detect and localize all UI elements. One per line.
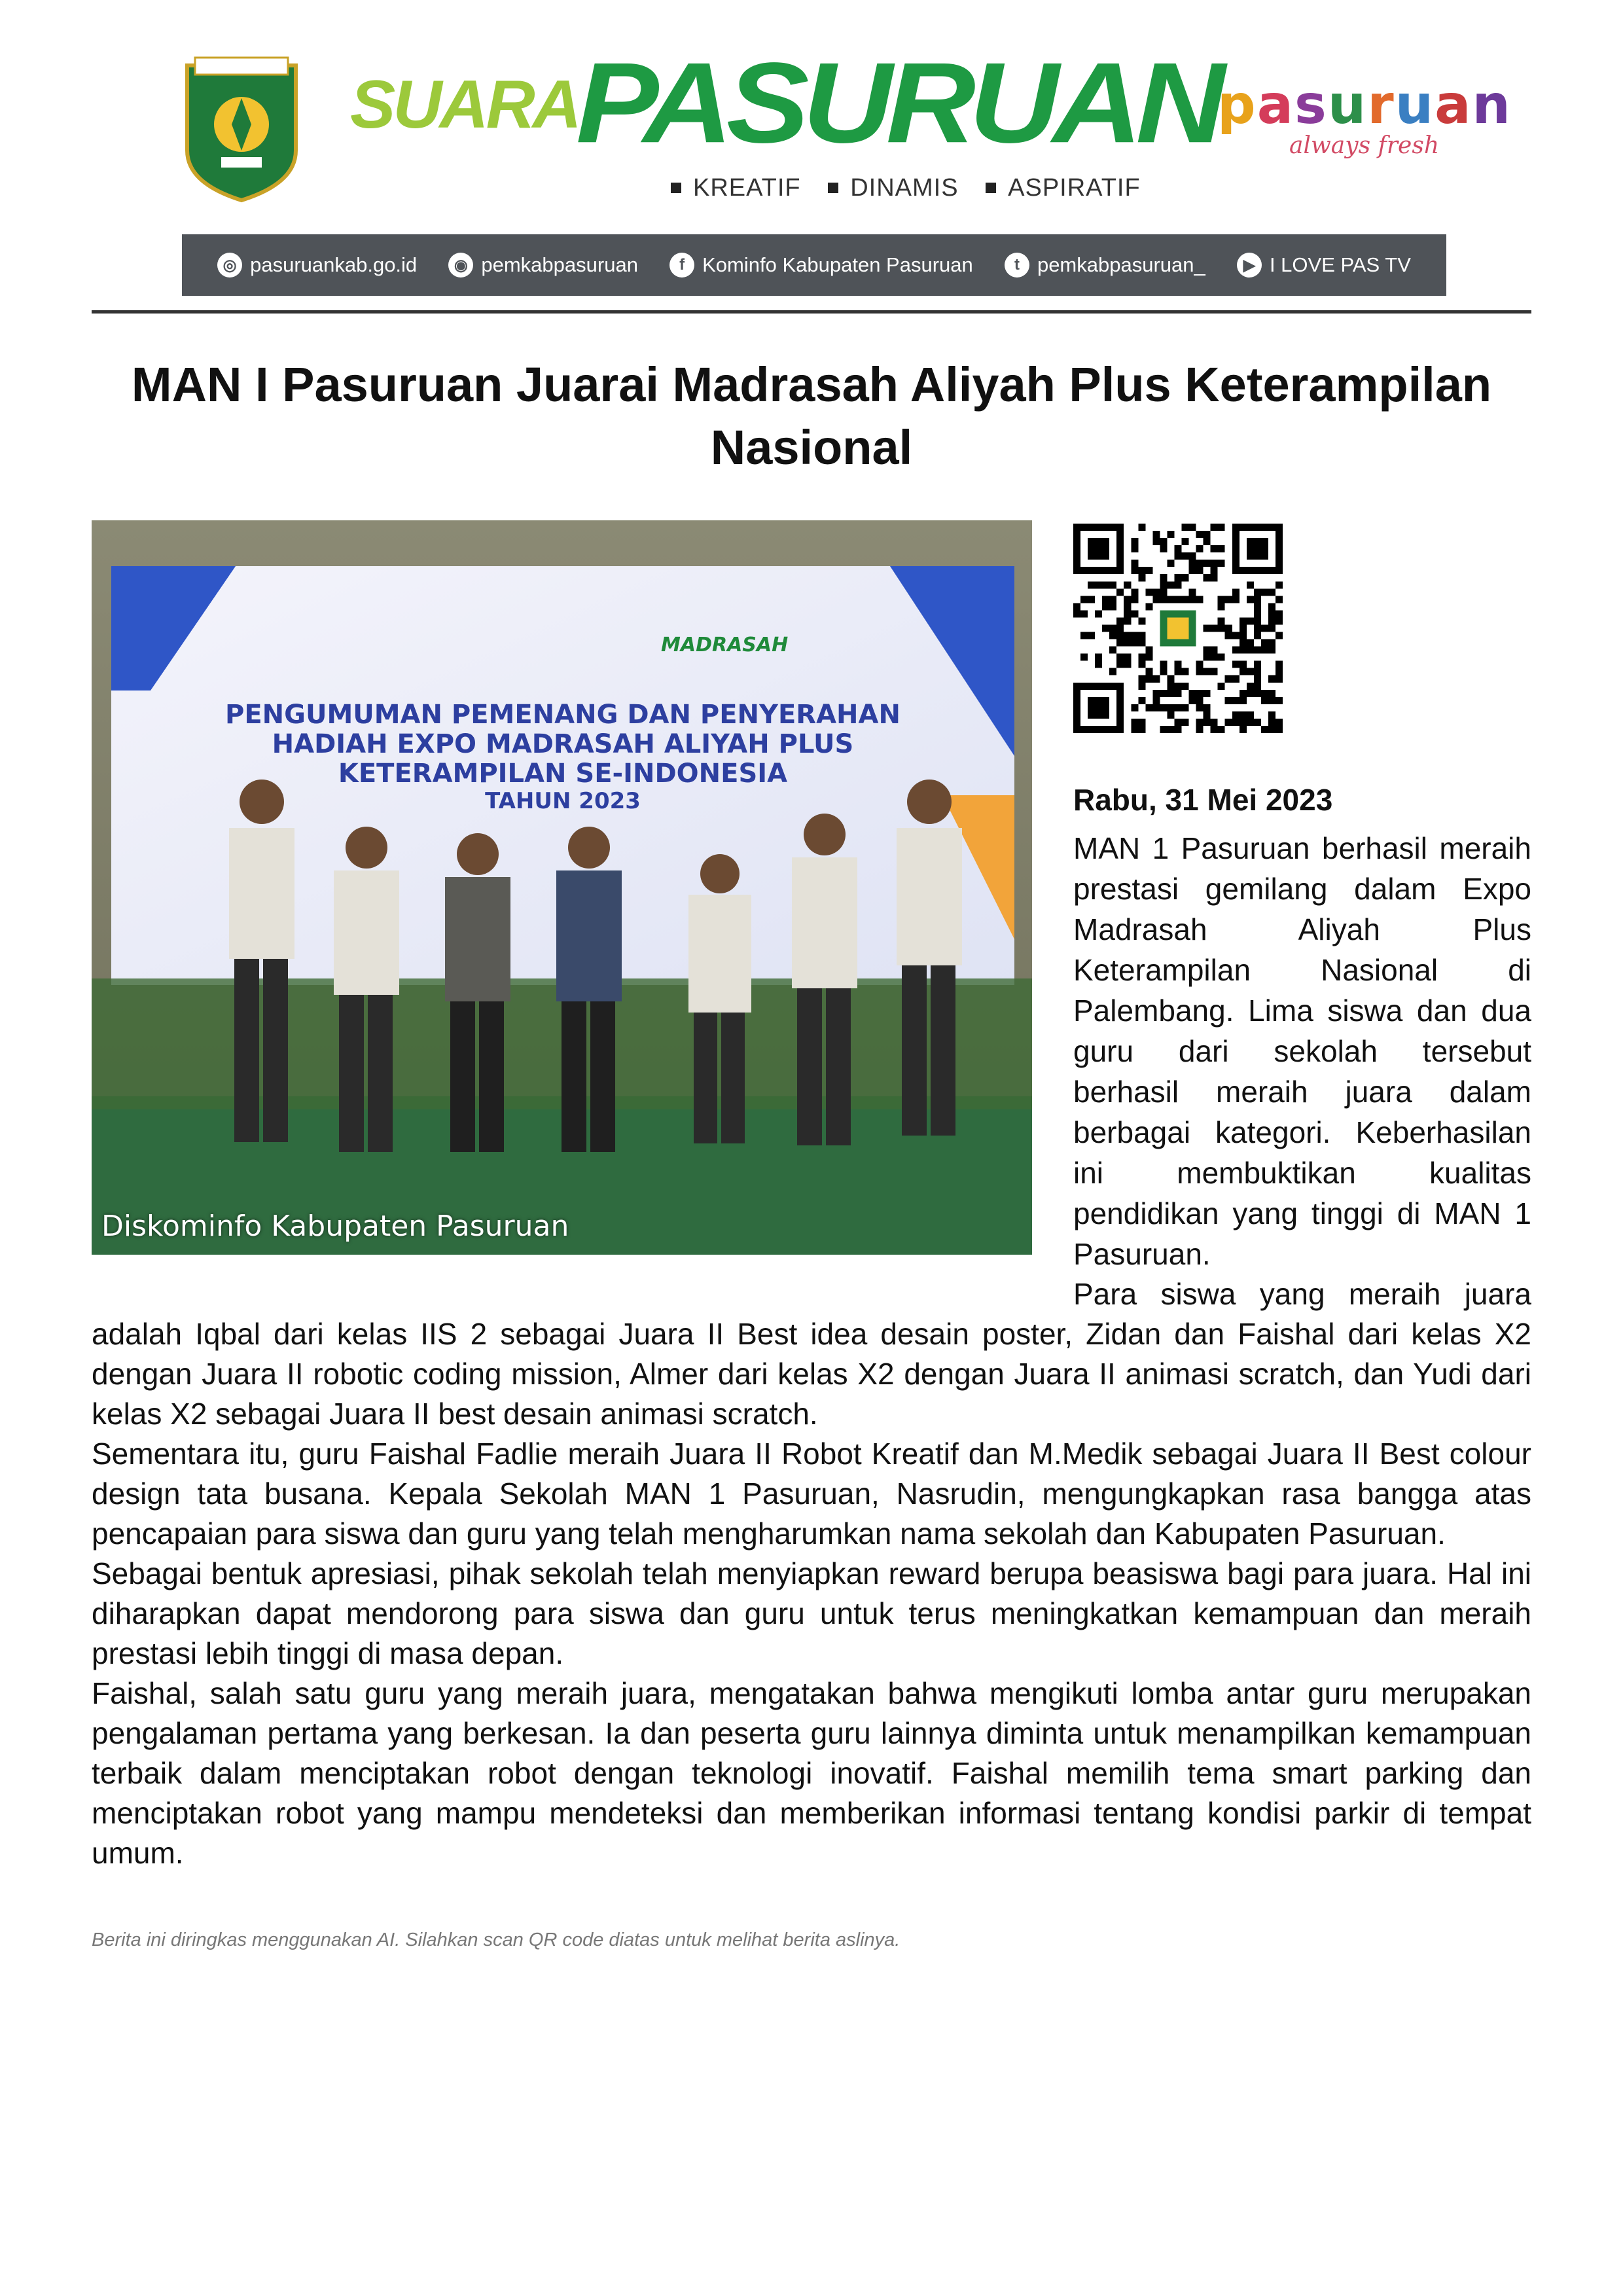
- tagline: [671, 174, 1141, 202]
- regency-crest-logo: [182, 52, 301, 203]
- social-link-label: pemkabpasuruan_: [1037, 253, 1205, 276]
- social-link-label: pasuruankab.go.id: [250, 253, 418, 276]
- social-link-label: I LOVE PAS TV: [1269, 253, 1411, 276]
- instagram-icon: ◉: [448, 253, 473, 278]
- social-links-bar: [182, 234, 1446, 296]
- article-body: [92, 1274, 1531, 1873]
- photo-credit: Diskominfo Kabupaten Pasuruan: [101, 1210, 569, 1243]
- photo-banner-line: HADIAH EXPO MADRASAH ALIYAH PLUS: [272, 729, 854, 759]
- pasuruan-always-fresh-logo: [1217, 74, 1512, 177]
- facebook-icon: f: [669, 253, 694, 278]
- header-divider: [92, 310, 1531, 314]
- social-link-website[interactable]: [217, 253, 417, 278]
- brand-suara: SUARA: [350, 67, 579, 143]
- ai-summary-footnote: Berita ini diringkas menggunakan AI. Silahkan scan QR code diatas untuk melihat berita aslinya.: [92, 1929, 901, 1950]
- article-date: Rabu, 31 Mei 2023: [1073, 783, 1333, 817]
- social-link-twitter[interactable]: [1005, 253, 1205, 278]
- brand-pasuruan: PASURUAN: [576, 39, 1219, 167]
- youtube-icon: ▶: [1237, 253, 1262, 278]
- article-paragraph: Faishal, salah satu guru yang meraih juara, mengatakan bahwa mengikuti lomba antar guru merupakan pengalaman pertama yang berkesan. Ia dan peserta guru lainnya diminta untuk menampilkan kemampuan terbaik dalam menciptakan robot dengan teknologi inovatif. Faishal memilih tema smart parking dan menciptakan robot yang mampu mendeteksi dan memberikan informasi tentang kondisi parkir di tempat umum.: [92, 1676, 1531, 1870]
- tagline-item: KREATIF: [693, 174, 801, 202]
- social-link-label: Kominfo Kabupaten Pasuruan: [702, 253, 973, 276]
- social-link-facebook[interactable]: [669, 253, 973, 278]
- article-paragraph: Sementara itu, guru Faishal Fadlie meraih Juara II Robot Kreatif dan M.Medik sebagai Juara II Best colour design tata busana. Kepala Sekolah MAN 1 Pasuruan, Nasrudin, mengungkapkan rasa bangga atas pencapaian para siswa dan guru yang telah mengharumkan nama sekolah dan Kabupaten Pasuruan.: [92, 1437, 1531, 1551]
- tagline-item: ASPIRATIF: [1008, 174, 1141, 202]
- tagline-item: DINAMIS: [850, 174, 959, 202]
- article-photo: [92, 520, 1032, 1255]
- article-paragraph: Sebagai bentuk apresiasi, pihak sekolah telah menyiapkan reward berupa beasiswa bagi para juara. Hal ini diharapkan dapat mendorong para siswa dan guru untuk terus meningkatkan kemampuan dan meraih prestasi lebih tinggi di masa depan.: [92, 1556, 1531, 1670]
- social-link-instagram[interactable]: [448, 253, 638, 278]
- bullet-icon: [828, 183, 838, 193]
- article-intro: MAN 1 Pasuruan berhasil meraih prestasi gemilang dalam Expo Madrasah Aliyah Plus Keterampilan Nasional di Palembang. Lima siswa dan dua guru dari sekolah tersebut berhasil meraih juara dalam berbagai kategori. Keberhasilan ini membuktikan kualitas pendidikan yang tinggi di MAN 1 Pasuruan.: [1073, 831, 1531, 1271]
- twitter-icon: t: [1005, 253, 1029, 278]
- social-link-youtube[interactable]: [1237, 253, 1411, 278]
- photo-banner-line: PENGUMUMAN PEMENANG DAN PENYERAHAN: [225, 700, 901, 730]
- photo-banner-line: KETERAMPILAN SE-INDONESIA: [338, 759, 788, 789]
- bullet-icon: [671, 183, 681, 193]
- right-logo-sub: always fresh: [1289, 132, 1440, 159]
- photo-banner-brand: MADRASAH: [661, 634, 789, 656]
- article-title: MAN I Pasuruan Juarai Madrasah Aliyah Plus Keterampilan Nasional: [131, 357, 1492, 475]
- right-logo-word: pasuruan: [1217, 74, 1512, 136]
- bullet-icon: [986, 183, 996, 193]
- photo-banner-line: TAHUN 2023: [485, 788, 641, 814]
- social-link-label: pemkabpasuruan: [481, 253, 638, 276]
- globe-icon: ◎: [217, 253, 242, 278]
- article-paragraph: Para siswa yang meraih juara adalah Iqbal dari kelas IIS 2 sebagai Juara II Best idea desain poster, Zidan dan Faishal dari kelas X2 dengan Juara II robotic coding mission, Almer dari kelas X2 dengan Juara II animasi scratch, dan Yudi dari kelas X2 sebagai Juara II best desain animasi scratch.: [92, 1277, 1531, 1431]
- qr-code[interactable]: [1073, 524, 1283, 733]
